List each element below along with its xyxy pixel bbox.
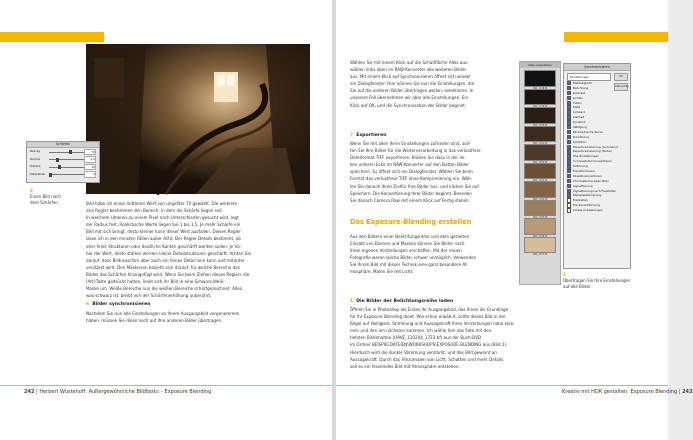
text-line: ken unteren Ecke im RAW-Konverter auf den Button Bilder [350, 162, 469, 168]
sharpen-row-label: Radius [30, 156, 41, 161]
sync-option-label: Fleckenentfernung [572, 203, 600, 208]
sync-checkbox[interactable] [567, 189, 571, 193]
sync-checkbox[interactable] [567, 130, 571, 134]
sync-option-label: In Graustufen konvertieren [572, 159, 612, 164]
sync-option-label: Sättigung [572, 125, 587, 130]
sync-option-label: Parametrische Kurve [572, 130, 603, 135]
sync-option-label: Lokale Anpassungen [572, 208, 603, 213]
sharpen-panel [26, 141, 100, 183]
step1-text [350, 306, 574, 370]
text-line: soll es ein fesselndes Bild mit Atmosphäre entstehen. [350, 363, 460, 369]
caption-line: Übertragen Sie Ihre Einstellungen [563, 278, 631, 283]
left-body-text [86, 200, 312, 299]
sharpen-slider-radius[interactable] [49, 159, 85, 160]
text-line: verstärkt wird. Den Maskieren bezieht sich darauf, für welche Bereiche des [86, 264, 240, 270]
text-line: haben, müssen Sie diese noch auf Ihre anderen Bilder übertragen. [86, 318, 223, 324]
sync-preset-select[interactable]: Einstellungen [567, 73, 611, 81]
text-line: für Ihr Exposure Blending dient. Wie schon erwähnt, sollte dieses Bild in der [350, 314, 506, 320]
sync-option-label: Dynamik [572, 120, 586, 125]
filmstrip-thumb[interactable] [524, 163, 556, 180]
text-line: Bild habe ich einen mittleren Wert von ungefähr 70 gewählt. Die weiteren [86, 201, 238, 206]
text-line: mosphäre. Malen Sie mit Licht. [350, 269, 414, 275]
chapter-tab [564, 32, 668, 42]
footer-text: Kreativ mit HDR gestalten: Exposure Blending [562, 389, 678, 395]
footer-rule [336, 385, 668, 386]
sync-checkbox[interactable] [567, 208, 571, 212]
filmstrip-thumb[interactable] [524, 144, 556, 161]
caption-line: dem Schärfen [30, 200, 58, 205]
text-line: Wenn Sie mit allen Ihren Einstellungen zufrieden sind, soll- [350, 141, 471, 146]
text-line: Fotografie waren solche Bilder schwer unmöglich. Verwenden [350, 255, 477, 261]
filmstrip-thumb[interactable] [524, 237, 556, 257]
sharpen-value-field[interactable]: 70 [84, 149, 96, 156]
select-all-button[interactable]: Alles auswählen [520, 62, 560, 68]
dialog-title: Synchronisieren [564, 64, 630, 71]
sharpen-row-label: Betrag [30, 149, 41, 153]
sync-checkbox[interactable] [567, 154, 571, 158]
left-page [0, 0, 332, 440]
text-line: Einsatz von Ebenen und Masken können Sie Bilder nach [350, 241, 465, 247]
sync-checkbox[interactable] [567, 105, 571, 109]
section-text [350, 233, 518, 276]
left-footer: 242 | Herbert Wüstehoff: Außergewöhnliche Bildlooks – Exposure Blending [24, 389, 212, 395]
sync-checkbox[interactable] [567, 169, 571, 173]
text-line: darauf, dass Bildrauschen aber auch ein feines Detail sein kann und mitunter [86, 257, 245, 263]
sync-option-label: Klarheit [572, 115, 585, 120]
text-line: Speichern. Die Konvertierung Ihrer Bilder beginnt. Beenden [350, 190, 472, 196]
step-heading-1 [350, 299, 453, 304]
text-line: Nachdem Sie nun alle Einstellungen an Ihrem Ausgangsbild vorgenommen [86, 311, 240, 316]
sharpen-slider-masking[interactable] [49, 174, 85, 175]
step-number: 6 [86, 302, 90, 307]
caption-line: auf alle Bilder. [563, 284, 592, 289]
caption-marker: 8 [563, 272, 566, 277]
filmstrip-thumb[interactable] [524, 126, 556, 143]
sync-option-label: Belichtung [572, 86, 589, 91]
text-line: Sie Ihrem Bild mit dieser Technik eine ganz besondere At- [350, 262, 469, 268]
slider-knob[interactable] [58, 165, 61, 169]
section-heading: Das Exposure-Blending erstellen [350, 218, 472, 226]
text-line: lasse ich in den meisten Fällen außer Acht. Der Regler Details bestimmt, ob [86, 236, 241, 242]
sync-checkbox[interactable] [567, 193, 571, 197]
sharpen-row-radius [27, 156, 99, 164]
text-line: Ihren eigenen Vorstellungen erschaffen. Mit der neuen [350, 248, 462, 254]
text-line: Sie danach Camera Raw mit einem Klick auf Fertig stellen. [350, 197, 470, 203]
sync-checkbox[interactable] [567, 86, 571, 90]
caption-marker: 8 [30, 188, 33, 193]
page-number: 242 [24, 389, 35, 395]
text-line: her der Wert, desto stärker werden kleine Detailstrukturen geschärft. Achten Sie [86, 250, 252, 256]
filmstrip-thumb[interactable] [524, 181, 556, 198]
text-line: Sie auf die anderen Bilder übertragen wollen, selektieren. In [350, 88, 474, 94]
text-line: unserem Fall übernehmen wir aber alle Einstellungen. Ein [350, 95, 469, 101]
sync-options-list [567, 81, 618, 213]
sync-option-label: Chromatische Aberration [572, 179, 610, 184]
filmstrip-thumb[interactable] [524, 70, 556, 87]
camera-raw-filmstrip [519, 61, 561, 285]
step-heading-6 [86, 302, 150, 307]
text-line: im Ordner BEISPIELDATEIEN\WORKSHOPS\EXPOSURE BLENDING aus (Bild 1). [350, 342, 508, 348]
sync-option-label: Vignettierung [572, 183, 593, 188]
sync-option-label: Schärfen [572, 139, 586, 144]
thumb-label: DSC_1727.tif [532, 253, 548, 257]
sync-option-label: HSL-Einstellungen [572, 154, 600, 159]
cancel-button[interactable]: Abbrechen [614, 83, 628, 91]
sync-option-label: Punktkurve [572, 135, 590, 139]
sync-checkbox[interactable] [567, 120, 571, 124]
text-line: der Radius fest. Realistische Werte liegen bei 1 bis 1,5. Je mehr Schärfe ein [86, 222, 241, 228]
text-line: tiefsten Bildinhalten (HAVE_110204_1723.tif) aus der Buch-DVD [350, 335, 482, 341]
sync-option-label: Schwarz [572, 110, 585, 115]
text-line: men und ihm am nächsten kommen. Ich wähle hier das Foto mit den [350, 328, 492, 334]
slider-knob[interactable] [56, 158, 59, 162]
step-number: 1 [350, 299, 354, 304]
sharpen-value-field[interactable]: 25 [84, 164, 96, 171]
text-line: ein Dialogfenster. Hier können Sie nun die Einstellungen, die [350, 81, 475, 87]
text-line: len Sie danach Ihren Zielfür Ihre Bilder aus, und klicken Sie auf [350, 183, 479, 189]
sharpen-slider-details[interactable] [49, 167, 85, 168]
sync-checkbox[interactable] [567, 110, 571, 114]
text-line: speichern. Es öffnet sich ein Dialogfenster. Wählen Sie beim [350, 169, 473, 175]
text-line: drei Regler bestimmen den Bereich, in dem die Schärfe liegen soll. [86, 208, 223, 214]
sync-checkbox[interactable] [567, 81, 571, 85]
sharpen-slider-amount[interactable] [49, 152, 85, 153]
sync-checkbox[interactable] [567, 174, 571, 178]
photo-caption [30, 188, 61, 206]
sharpen-row-label: Maskieren [30, 171, 46, 176]
sync-checkbox[interactable] [567, 164, 571, 168]
sharpen-value-field[interactable]: 0 [84, 171, 96, 178]
filmstrip-thumb[interactable] [524, 89, 556, 106]
sync-option-label: Rauschreduzierung (Farbe) [572, 149, 612, 154]
ok-button[interactable]: OK [614, 73, 628, 81]
sync-option-label: Lichter [572, 95, 583, 100]
right-footer: Kreativ mit HDR gestalten: Exposure Blending | 243 [562, 389, 693, 395]
sharpen-row-details [27, 163, 99, 171]
sync-checkbox[interactable] [567, 96, 571, 100]
text-line: Wählen Sie mit einem Klick auf die Schaltfläche Alles aus- [350, 60, 469, 65]
sync-option-label: Objektivkorrekturen [572, 174, 602, 179]
filmstrip-thumb[interactable] [524, 107, 556, 124]
sync-checkbox[interactable] [567, 145, 571, 149]
text-line: Bild mit sich bringt, desto kleiner kann dieser Wert ausfallen. Diesen Regler [86, 229, 241, 235]
text-line: wählen links oben im RAW-Konverter alle weiteren Bilder [350, 67, 467, 73]
sync-option-label: Tiefen [572, 100, 582, 105]
text-line: Aussagekraft. Durch das Hinzumalen von Licht, Schatten und mehr Details [350, 356, 504, 362]
sync-option-label: Transformieren [572, 169, 595, 174]
sync-checkbox[interactable] [567, 179, 571, 183]
slider-knob[interactable] [49, 173, 52, 177]
filmstrip-thumb[interactable] [524, 200, 556, 217]
sync-checkbox[interactable] [567, 125, 571, 129]
sync-option-label: Weiß [572, 105, 580, 110]
text-line: Dateiformat TIFF exportieren. Klicken Sie dazu in der lin- [350, 155, 466, 161]
sharpen-row-masking [27, 171, 99, 179]
step-title: Bilder synchronisieren [92, 302, 151, 307]
sync-checkbox[interactable] [567, 135, 571, 139]
sync-option[interactable] [567, 208, 611, 213]
text-line: ten Sie Ihre Bilder für die Weiterverarbeitung in das verlustfreie [350, 148, 481, 154]
sync-option-label: Freistellen [572, 198, 588, 203]
text-line: Aus den Bildern einer Belichtungsreihe und dem gezielten [350, 234, 470, 239]
staircase-photo [86, 44, 310, 194]
step7-text [350, 140, 518, 204]
caption-line: Einen Bild nach [30, 194, 61, 199]
sync-checkbox[interactable] [567, 101, 571, 105]
sync-checkbox[interactable] [567, 140, 571, 144]
text-line: Maske um. Weiße Bereiche nun die weißen Bereiche scharfgezeichnet. Alles, [86, 286, 244, 292]
sync-checkbox[interactable] [567, 91, 571, 95]
sync-option-label: Kamerakalibrierung [572, 193, 602, 198]
dialog-buttons [614, 73, 628, 93]
text-line: [Alt]-Taste gedrückt halten, lenkt sich ihr Bild in eine Schwarz-Weiß- [86, 279, 225, 285]
filmstrip-thumb[interactable] [524, 218, 556, 235]
sync-checkbox[interactable] [567, 149, 571, 153]
footer-text: Herbert Wüstehoff: Außergewöhnliche Bildlooks – Exposure Blending [39, 389, 212, 395]
sync-checkbox[interactable] [567, 159, 571, 163]
dialog-caption [563, 272, 653, 290]
text-line: Hierdurch wird die dunkle Stimmung verstärkt, und das Bild gewinnt an [350, 349, 497, 355]
text-line: Bildes das Schärfen hinzugefügt wird. Wenn Sie beim Ziehen dieses Reglers die [86, 271, 250, 277]
text-line: Klick auf OK, und die Synchronisation der Bilder beginnt. [350, 102, 467, 108]
footer-rule [0, 385, 332, 386]
sync-checkbox[interactable] [567, 184, 571, 188]
sharpen-panel-title: Schärfen [27, 142, 99, 148]
page-number: 243 [682, 389, 693, 395]
text-line: was schwarz ist, bleibt von der Schärfenerhöhung unberührt. [86, 293, 212, 299]
sync-option-label: Rauschreduzierung (Luminanz) [572, 144, 618, 149]
sync-option-label: Kontrast [572, 90, 585, 95]
step-title: Die Bilder der Belichtungsreihe laden [356, 299, 454, 304]
sync-option-label: Weißabgleich [572, 81, 593, 86]
staircase-photo-graphic [86, 44, 310, 194]
text-line: Regel auf Helligkeit, Stimmung und Aussagekraft Ihren Vorstellungen nahe kom- [350, 321, 515, 327]
sharpen-row-label: Details [30, 164, 41, 168]
step-heading-7 [350, 133, 387, 138]
step-number: 7 [350, 133, 354, 138]
sync-checkbox[interactable] [567, 203, 571, 207]
sync-option-label: Teiltonung [572, 164, 588, 169]
step-title: Exportieren [356, 133, 387, 138]
text-line: In welchem Umkreis zu einem Pixel nach Unterschieden gesucht wird, legt [86, 215, 239, 221]
sync-checkbox[interactable] [567, 115, 571, 119]
sharpen-value-field[interactable]: 1,0 [84, 156, 96, 163]
slider-knob[interactable] [69, 150, 72, 154]
sync-option-label: Vignettierung nach Freistellen [572, 188, 617, 193]
text-line: eher feine Strukturen oder deutliche Kanten geschärft werden sollen. Je hö- [86, 243, 242, 249]
text-line: Format das verlustfreie TIFF ohne Komprimierung ein. Wäh- [350, 176, 473, 182]
step6-text [86, 310, 312, 324]
sharpen-row-amount [27, 148, 99, 156]
text-line: aus. Mit einem Klick auf Synchronisieren öffnet sich wieder [350, 74, 471, 80]
chapter-tab [0, 32, 104, 42]
text-line: Öffnen Sie in Photoshop als Erstes Ihr Ausgangsbild, das Ihnen als Grundlage [350, 307, 509, 312]
synchronize-dialog [563, 63, 631, 269]
sync-checkbox[interactable] [567, 198, 571, 202]
right-intro-text [350, 59, 518, 109]
